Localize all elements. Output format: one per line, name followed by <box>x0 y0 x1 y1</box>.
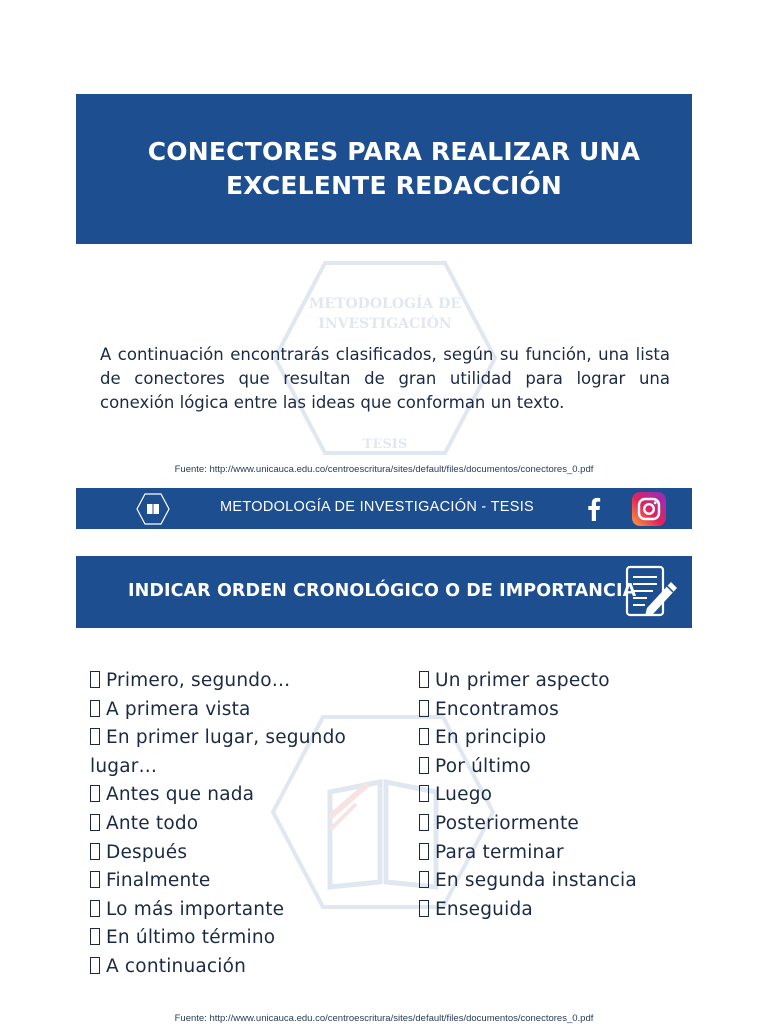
bullet-box-icon <box>90 957 100 974</box>
connector-text: Lo más importante <box>106 898 285 920</box>
bullet-box-icon <box>419 757 429 774</box>
bullet-box-icon <box>90 700 100 717</box>
watermark-line1: METODOLOGÍA DE <box>308 296 462 312</box>
list-item <box>419 753 699 782</box>
connector-text: En segunda instancia <box>435 870 637 892</box>
connector-text: Antes que nada <box>106 784 255 806</box>
connector-text: Primero, segundo… <box>106 670 291 691</box>
bullet-box-icon <box>419 700 429 717</box>
list-item <box>90 810 390 839</box>
source-citation-bottom: Fuente: http://www.unicauca.edu.co/centroescritura/sites/default/files/documentos/conectores_0.pdf <box>174 1013 594 1024</box>
watermark-line2: INVESTIGACIÓN <box>318 316 452 332</box>
footer-bar <box>76 488 692 529</box>
section-title: INDICAR ORDEN CRONOLÓGICO O DE IMPORTANCIA <box>128 581 637 601</box>
connectors-list-left <box>90 667 390 982</box>
source-citation-top: Fuente: http://www.unicauca.edu.co/centroescritura/sites/default/files/documentos/conectores_0.pdf <box>174 464 594 475</box>
bullet-box-icon <box>90 871 100 888</box>
list-item <box>419 810 699 839</box>
connector-text: Finalmente <box>106 870 211 892</box>
title-banner <box>76 94 692 244</box>
list-item <box>90 667 390 696</box>
section-banner <box>76 556 692 628</box>
list-item <box>419 896 699 925</box>
connector-text: Luego <box>435 784 493 806</box>
bullet-box-icon <box>90 671 100 688</box>
page-title: CONECTORES PARA REALIZAR UNA EXCELENTE REDACCIÓN <box>147 137 641 200</box>
list-item <box>419 696 699 725</box>
list-item <box>419 724 699 753</box>
document-pencil-icon <box>623 564 679 620</box>
list-item <box>90 724 390 781</box>
instagram-icon[interactable] <box>632 492 666 526</box>
list-item <box>90 953 390 982</box>
bullet-box-icon <box>90 900 100 917</box>
bullet-box-icon <box>90 728 100 745</box>
list-item <box>90 839 390 868</box>
footer-text: METODOLOGÍA DE INVESTIGACIÓN - TESIS <box>220 499 535 515</box>
bullet-box-icon <box>90 814 100 831</box>
list-item <box>419 867 699 896</box>
connectors-list-right <box>419 667 699 924</box>
connector-text: A continuación <box>106 955 247 977</box>
connector-text: Enseguida <box>435 898 533 920</box>
list-item <box>90 924 390 953</box>
connector-text: Por último <box>435 755 531 777</box>
bullet-box-icon <box>90 785 100 802</box>
list-item <box>90 781 390 810</box>
connector-text: En primer lugar, segundo lugar… <box>90 727 347 777</box>
connector-text: Para terminar <box>435 841 564 863</box>
bullet-box-icon <box>419 785 429 802</box>
bullet-box-icon <box>419 814 429 831</box>
bullet-box-icon <box>419 728 429 745</box>
connector-text: A primera vista <box>106 698 251 720</box>
list-item <box>90 696 390 725</box>
bullet-box-icon <box>419 871 429 888</box>
book-emblem-icon <box>136 492 170 526</box>
list-item <box>90 896 390 925</box>
list-item <box>419 667 699 696</box>
connector-text: Encontramos <box>435 698 560 720</box>
bullet-box-icon <box>90 928 100 945</box>
bullet-box-icon <box>419 671 429 688</box>
connector-text: Posteriormente <box>435 812 579 834</box>
intro-paragraph: A continuación encontrarás clasificados, según su función, una lista de conectores que resultan de gran utilidad para lograr una conexión lógica entre las ideas que conforman un texto. <box>100 344 670 412</box>
connector-text: En principio <box>435 727 547 749</box>
bullet-box-icon <box>90 843 100 860</box>
list-item <box>90 867 390 896</box>
list-item <box>419 839 699 868</box>
bullet-box-icon <box>419 900 429 917</box>
list-item <box>419 781 699 810</box>
connector-text: Después <box>106 841 188 863</box>
bullet-box-icon <box>419 843 429 860</box>
connector-text: Un primer aspecto <box>435 670 610 691</box>
facebook-icon[interactable] <box>583 497 605 521</box>
watermark-line3: TESIS <box>362 437 408 452</box>
connector-text: Ante todo <box>106 812 199 834</box>
connector-text: En último término <box>106 927 276 949</box>
